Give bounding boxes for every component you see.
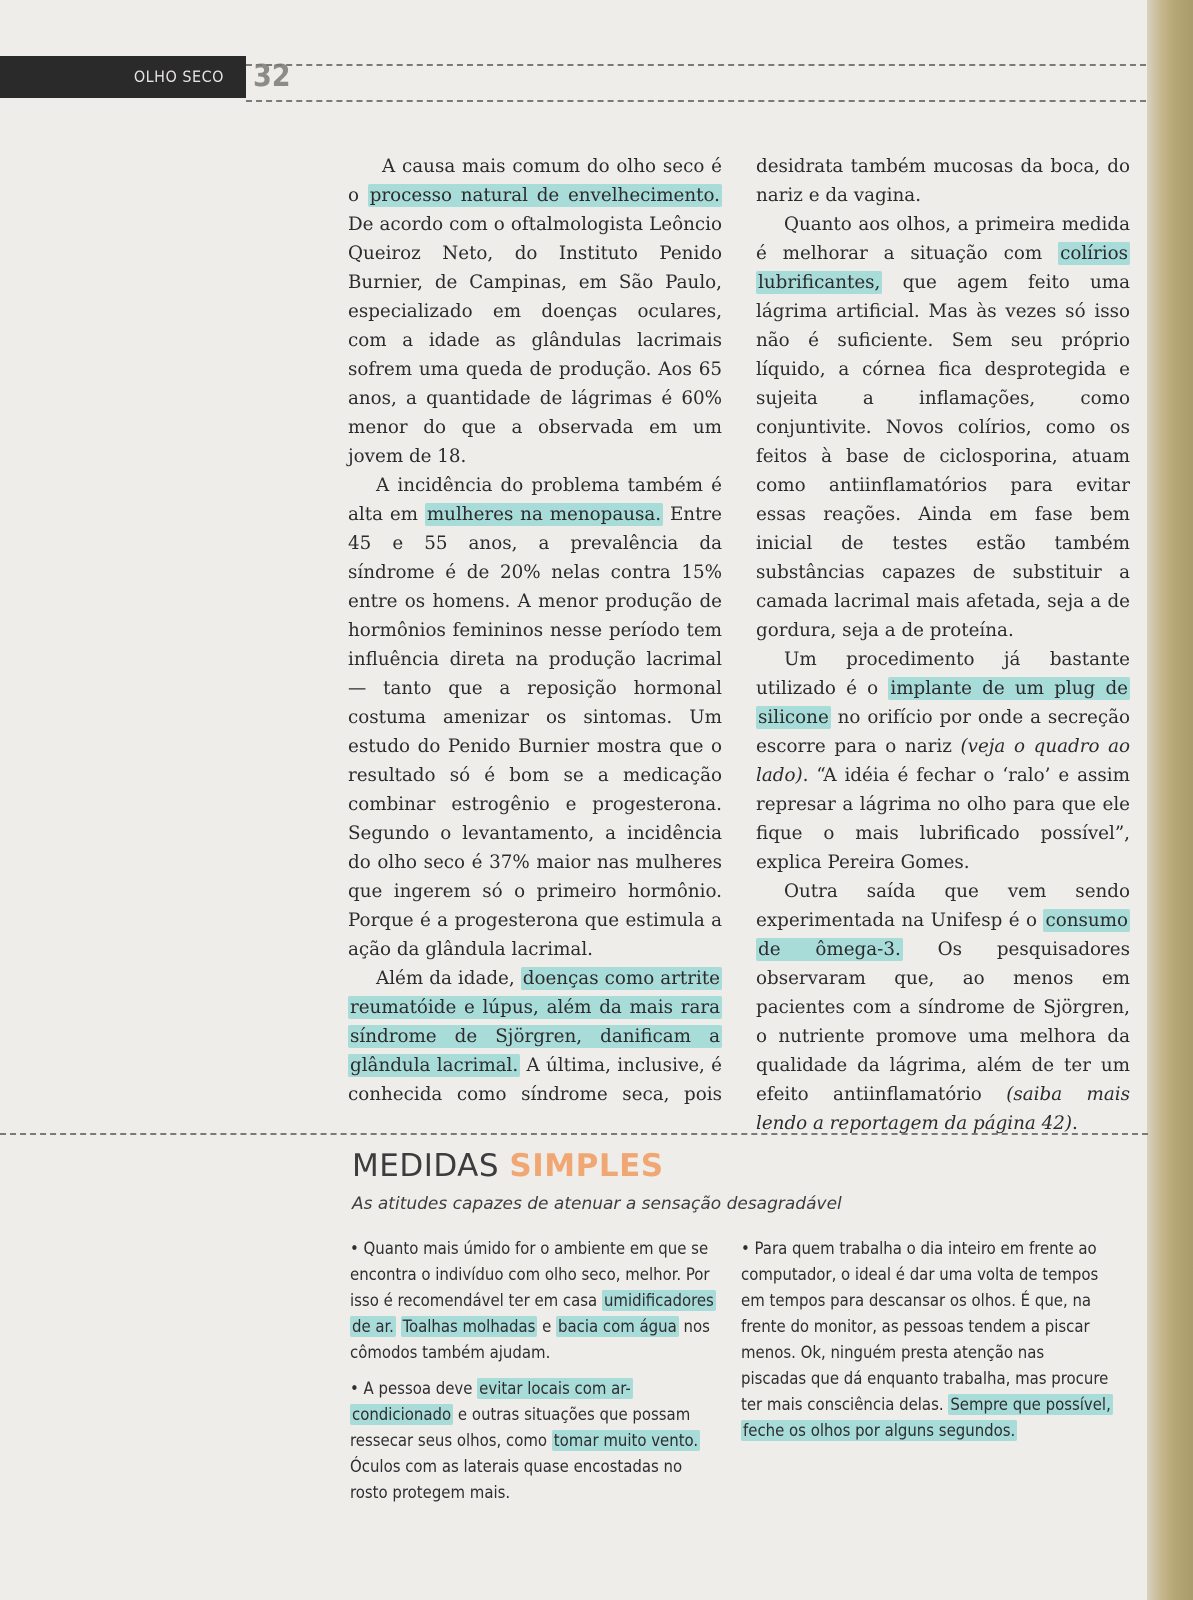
tip-item — [741, 1236, 1113, 1444]
tips-left-column — [350, 1236, 722, 1516]
highlighted-text: tomar muito vento. — [553, 1431, 699, 1450]
highlighted-text: implante de um plug de silicone — [758, 678, 1128, 728]
page-edge — [1147, 0, 1193, 1600]
text-run: . “A idéia é fechar o ‘ralo’ e assim represar a lágrima no olho para que ele fique o mais lubrificado possível”, explica Pereira Gomes. — [756, 765, 1130, 873]
text-run: . — [1072, 1113, 1078, 1134]
article-body — [348, 152, 1130, 1138]
section-label: OLHO SECO — [133, 67, 224, 86]
highlighted-text: doenças como artrite reumatóide e lúpus, além da mais rara síndrome de Sjörgren, danificam a glândula lacrimal. — [350, 968, 720, 1076]
header-rule-bottom — [246, 100, 1146, 102]
text-run: que agem feito uma lágrima artificial. Mas às vezes só isso não é suficiente. Sem seu próprio líquido, a córnea fica desprotegida e sujeita a inflamações, como conjuntivite. Novos colírios, como os feitos à base de ciclosporina, atuam como antiinflamatórios para evitar essas reações. Ainda em fase bem inicial de testes estão também substâncias capazes de substituir a camada lacrimal mais afetada, seja a de gordura, seja a de proteína. — [756, 272, 1130, 641]
text-run — [396, 1317, 401, 1336]
page-number: 32 — [253, 59, 291, 94]
highlighted-text: bacia com água — [558, 1317, 677, 1336]
italic-reference: (saiba mais lendo a reportagem da página 42) — [756, 1084, 1130, 1134]
article-paragraph — [756, 645, 1130, 877]
section-header-bar — [0, 56, 246, 98]
highlighted-text: mulheres na menopausa. — [426, 504, 662, 525]
box-divider — [0, 1133, 1148, 1135]
box-title — [352, 1148, 664, 1184]
text-run: Um procedimento já bastante utilizado é o — [756, 649, 1130, 699]
article-paragraph — [756, 877, 1130, 1138]
highlighted-text: evitar locais com ar-condicionado — [352, 1379, 631, 1424]
article-paragraph — [348, 152, 722, 471]
box-subtitle: As atitudes capazes de atenuar a sensação desagradável — [352, 1194, 842, 1214]
header-rule-top — [246, 64, 1146, 66]
tip-item — [350, 1236, 722, 1366]
article-paragraph — [756, 210, 1130, 645]
text-run: no orifício por onde a secreção escorre para o nariz — [756, 707, 1130, 757]
highlighted-text: umidificadores de ar. — [352, 1291, 714, 1336]
text-run: • Para quem trabalha o dia inteiro em frente ao computador, o ideal é dar uma volta de tempos em tempos para descansar os olhos. É que, na frente do monitor, as pessoas tendem a piscar menos. Ok, ninguém presta atenção nas piscadas que dá enquanto trabalha, mas procure ter mais consciência delas. — [741, 1239, 1109, 1414]
text-run: • A pessoa deve — [350, 1379, 478, 1398]
article-paragraph — [348, 471, 722, 964]
text-run: e — [537, 1317, 557, 1336]
highlighted-text: consumo de ômega-3. — [758, 910, 1128, 960]
highlighted-text: Toalhas molhadas — [402, 1317, 536, 1336]
text-run: Os pesquisadores observaram que, ao menos em pacientes com a síndrome de Sjörgren, o nutriente promove uma melhora da qualidade da lágrima, além de ter um efeito antiinflamatório — [756, 939, 1130, 1105]
text-run: Entre 45 e 55 anos, a prevalência da síndrome é de 20% nelas contra 15% entre os homens. A menor produção de hormônios femininos nesse período tem influência direta na produção lacrimal — tanto que a reposição hormonal costuma amenizar os sintomas. Um estudo do Penido Burnier mostra que o resultado só é bom se a medicação combinar estrogênio e progesterona. Segundo o levantamento, a incidência do olho seco é 37% maior nas mulheres que ingerem só o primeiro hormônio. Porque é a progesterona que estimula a ação da glândula lacrimal. — [348, 504, 722, 960]
text-run: A causa mais comum do olho seco é o — [348, 156, 722, 206]
highlighted-text: Sempre que possível, feche os olhos por alguns segundos. — [743, 1395, 1111, 1440]
text-run: Outra saída que vem sendo experimentada na Unifesp é o — [756, 881, 1130, 931]
text-run: e outras situações que possam ressecar seus olhos, como — [350, 1405, 691, 1450]
text-run: A incidência do problema também é alta em — [348, 475, 722, 525]
text-run: nos cômodos também ajudam. — [350, 1317, 710, 1362]
box-title-accent: SIMPLES — [509, 1148, 664, 1184]
italic-reference: (veja o quadro ao lado) — [756, 736, 1131, 786]
highlighted-text: colírios lubrificantes, — [758, 243, 1128, 293]
tips-right-column — [741, 1236, 1113, 1454]
box-title-main: MEDIDAS — [352, 1148, 500, 1184]
text-run: De acordo com o oftalmologista Leôncio Queiroz Neto, do Instituto Penido Burnier, de Campinas, em São Paulo, especializado em doenças oculares, com a idade as glândulas lacrimais sofrem uma queda de produção. Aos 65 anos, a quantidade de lágrimas é 60% menor do que a observada em um jovem de 18. — [348, 214, 722, 467]
tip-item — [350, 1376, 722, 1506]
text-run: Além da idade, — [376, 968, 521, 989]
text-run: Quanto aos olhos, a primeira medida é melhorar a situação com — [756, 214, 1130, 264]
text-run: Óculos com as laterais quase encostadas no rosto protegem mais. — [350, 1457, 683, 1502]
text-run: A última, inclusive, é conhecida como síndrome seca, pois desidrata também mucosas da boca, do nariz e da vagina. — [348, 156, 1130, 1105]
text-run: • Quanto mais úmido for o ambiente em que se encontra o indivíduo com olho seco, melhor. Por isso é recomendável ter em casa — [350, 1239, 710, 1310]
highlighted-text: processo natural de envelhecimento. — [369, 185, 720, 206]
